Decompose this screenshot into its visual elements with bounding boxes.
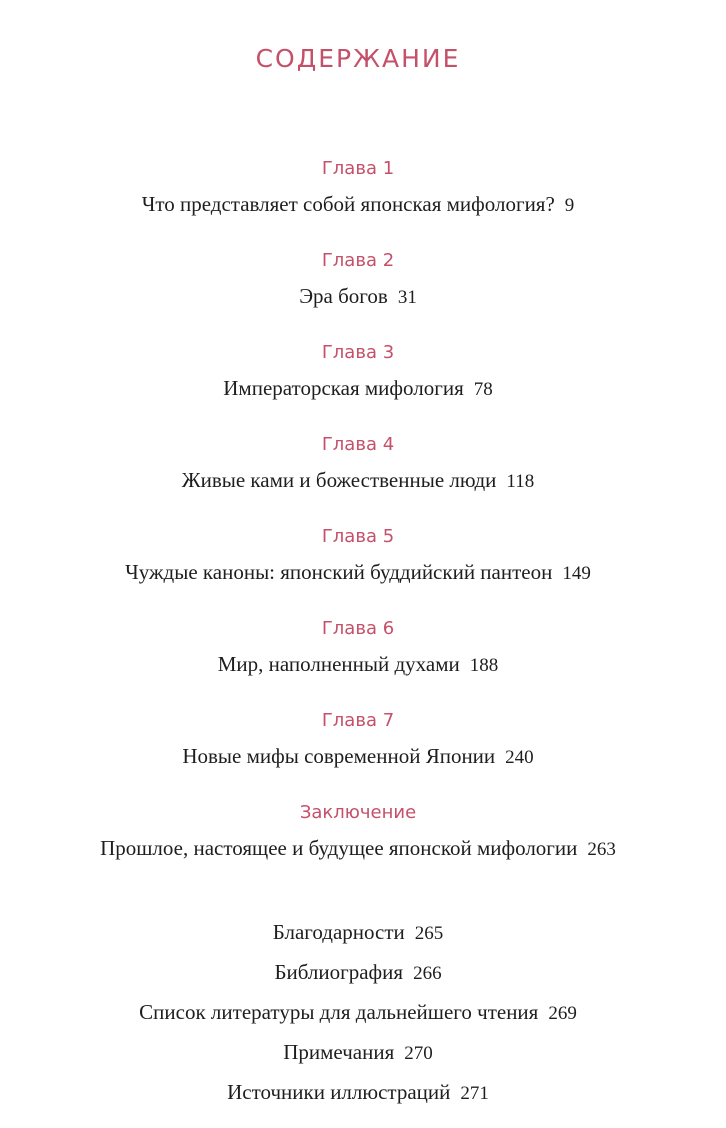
backmatter-title: Примечания <box>283 1040 395 1064</box>
chapter-label: Глава 2 <box>321 250 395 271</box>
backmatter-title: Источники иллюстраций <box>227 1080 451 1104</box>
chapter-label: Глава 3 <box>321 342 395 363</box>
chapter-list <box>0 150 716 886</box>
chapter-entry <box>0 518 716 610</box>
conclusion-entry <box>0 794 716 886</box>
chapter-title: Мир, наполненный духами <box>217 652 460 676</box>
backmatter-entry <box>0 914 716 954</box>
backmatter-title: Библиография <box>274 960 404 984</box>
chapter-entry <box>0 150 716 242</box>
page-number: 188 <box>469 655 499 676</box>
page-number: 269 <box>548 1003 577 1024</box>
chapter-title: Прошлое, настоящее и будущее японской мифологии <box>100 836 578 860</box>
page-number: 271 <box>460 1083 489 1104</box>
page-number: 78 <box>473 379 493 400</box>
backmatter-entry <box>0 994 716 1034</box>
backmatter-entry <box>0 1074 716 1114</box>
chapter-label: Глава 5 <box>321 526 395 547</box>
chapter-label: Глава 7 <box>321 710 395 731</box>
chapter-title-line <box>0 555 716 591</box>
chapter-entry <box>0 242 716 334</box>
chapter-title: Чуждые каноны: японский буддийский пантеон <box>125 560 553 584</box>
page-number: 118 <box>506 471 535 492</box>
page-number: 265 <box>414 923 444 944</box>
backmatter-title: Список литературы для дальнейшего чтения <box>139 1000 539 1024</box>
chapter-title-line <box>0 187 716 223</box>
chapter-title-line <box>0 647 716 683</box>
chapter-title-line <box>0 463 716 499</box>
page-number: 240 <box>505 747 534 768</box>
backmatter-title: Благодарности <box>272 920 405 944</box>
chapter-title: Живые ками и божественные люди <box>181 468 497 492</box>
chapter-label: Заключение <box>299 802 417 823</box>
backmatter-entry <box>0 954 716 994</box>
backmatter-entry <box>0 1034 716 1074</box>
page-number: 149 <box>562 563 591 584</box>
chapter-label: Глава 1 <box>321 158 395 179</box>
page-number: 31 <box>397 287 417 308</box>
toc-heading: СОДЕРЖАНИЕ <box>255 44 461 73</box>
chapter-label: Глава 6 <box>321 618 395 639</box>
page-number: 263 <box>587 839 616 860</box>
chapter-title-line <box>0 831 716 867</box>
chapter-entry <box>0 334 716 426</box>
page-number: 9 <box>564 195 575 216</box>
chapter-title: Эра богов <box>299 284 388 308</box>
chapter-label: Глава 4 <box>321 434 395 455</box>
chapter-title: Новые мифы современной Японии <box>182 744 496 768</box>
chapter-title-line <box>0 371 716 407</box>
page-number: 266 <box>413 963 442 984</box>
chapter-title: Императорская мифология <box>223 376 464 400</box>
chapter-entry <box>0 702 716 794</box>
chapter-title-line <box>0 739 716 775</box>
chapter-entry <box>0 426 716 518</box>
chapter-title: Что представляет собой японская мифология? <box>141 192 555 216</box>
chapter-title-line <box>0 279 716 315</box>
chapter-entry <box>0 610 716 702</box>
backmatter-list <box>0 914 716 1114</box>
page-number: 270 <box>404 1043 433 1064</box>
